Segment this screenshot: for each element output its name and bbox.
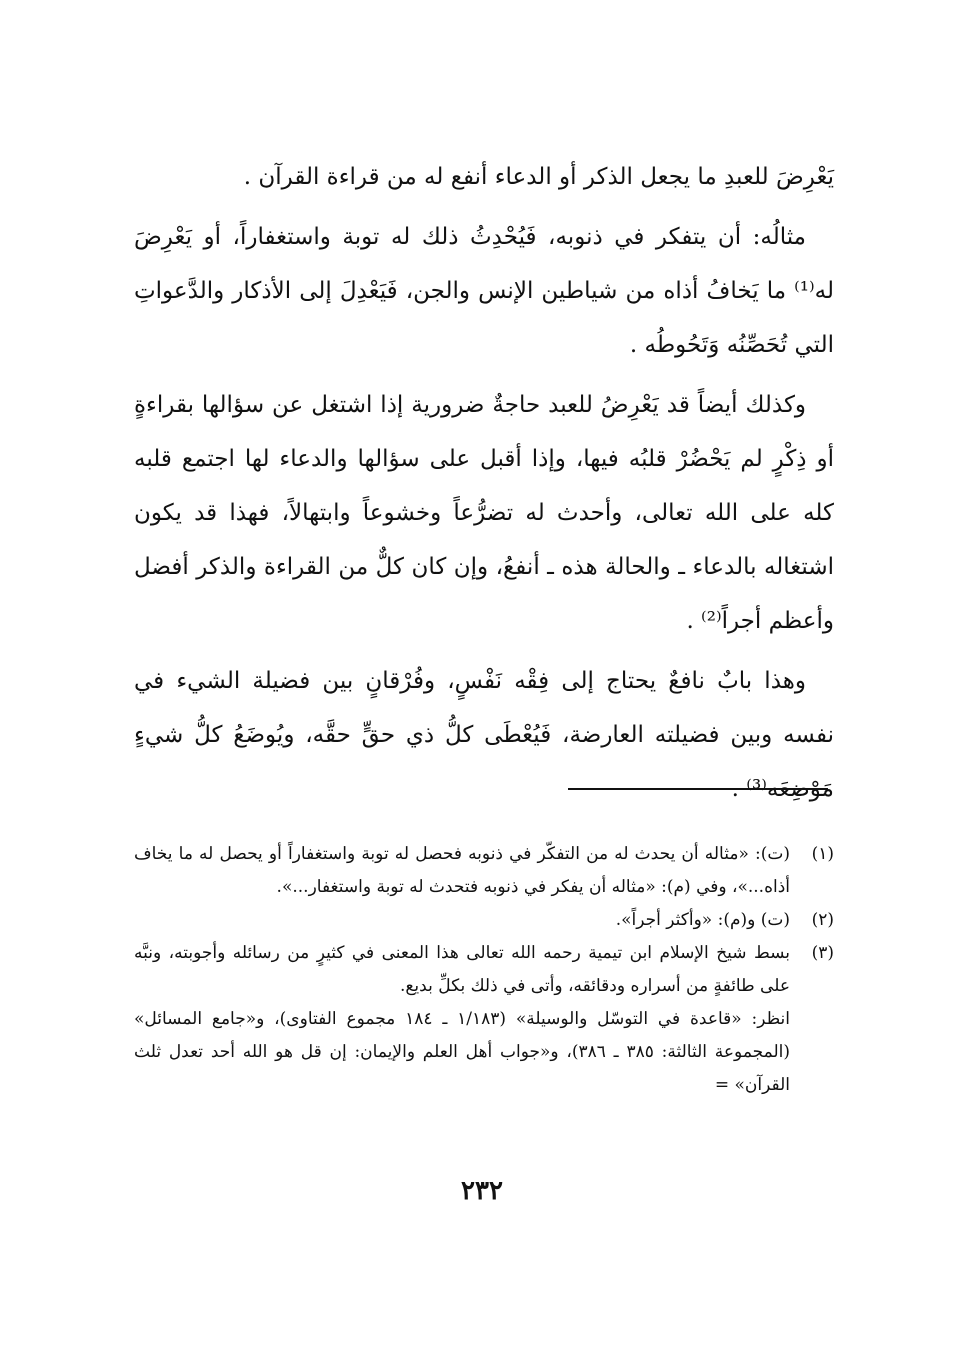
paragraph-3: وكذلك أيضاً قد يَعْرِضُ للعبد حاجةٌ ضرورية إذا اشتغل عن سؤالها بقراءةٍ أو ذِكْرٍ لم يَحْضُرْ قلبُه فيها، وإذا أقبل على سؤالها والدعاء لها اجتمع قلبه كله على الله تعالى، وأحدث له تضرُّعاً وخشوعاً وابتهالاً، فهذا قد يكون اشتغاله بالدعاء ـ والحالة هذه ـ أنفعُ، وإن كان كلٌّ من القراءة والذكر أفضل وأعظم أجراً⁽²⁾ .	[134, 392, 834, 634]
paragraph-4: وهذا بابٌ نافعٌ يحتاج إلى فِقْه نَفْسٍ، وفُرْقانٍ بين فضيلة الشيء في نفسه وبين فضيلته العارضة، فَيُعْطَى كلُّ ذي حقٍّ حقَّه، ويُوضَعُ كلُّ شيءٍ مَوْضِعَه⁽³⁾ .	[134, 668, 834, 802]
footnote-2	[134, 904, 834, 937]
footnote-separator	[568, 788, 828, 790]
footnote-1	[134, 838, 834, 904]
footnote-text: (ت): «مثاله أن يحدث له من التفكّر في ذنوبه فحصل له توبة واستغفاراً أو يحصل له ما يخاف أذاه...»، وفي (م): «مثاله أن يفكر في ذنوبه فتحدث له توبة واستغفار...».	[134, 844, 790, 897]
footnote-text-continued: انظر: «قاعدة في التوسّل والوسيلة» (١/١٨٣ ـ ١٨٤ مجموع الفتاوى)، و«جامع المسائل» (المجموعة الثالثة: ٣٨٥ ـ ٣٨٦)، و«جواب أهل العلم والإيمان: إن قل هو الله أحد تعدل ثلث القرآن» =	[134, 1009, 790, 1095]
footnote-text: (ت) و(م): «وأكثر أجراً».	[615, 910, 790, 930]
page-number: ٢٣٢	[461, 1176, 503, 1206]
main-text	[134, 150, 834, 816]
footnotes	[134, 838, 834, 1102]
footnote-text: بسط شيخ الإسلام ابن تيمية رحمه الله تعالى هذا المعنى في كثيرٍ من رسائله وأجوبته، ونبَّه على طائفةٍ من أسراره ودقائقه، وأتى في ذلك بكلِّ بديع.	[134, 943, 790, 996]
footnote-number: (١)	[811, 844, 834, 864]
footnote-number: (٢)	[811, 910, 834, 930]
footnote-text-group	[134, 937, 790, 1102]
paragraph-1: يَعْرِضَ للعبدِ ما يجعل الذكر أو الدعاء أنفع له من قراءة القرآن .	[243, 164, 834, 190]
footnote-number: (٣)	[811, 943, 834, 963]
footnote-3	[134, 937, 834, 1102]
paragraph-2: مثالُه: أن يتفكر في ذنوبه، فَيُحْدِثُ ذلك له توبة واستغفاراً، أو يَعْرِضَ له⁽¹⁾ ما يَخافُ أذاه من شياطين الإنس والجن، فَيَعْدِلَ إلى الأذكار والدَّعواتِ التي تُحَصِّنُه وَتَحُوطُه .	[134, 224, 834, 358]
